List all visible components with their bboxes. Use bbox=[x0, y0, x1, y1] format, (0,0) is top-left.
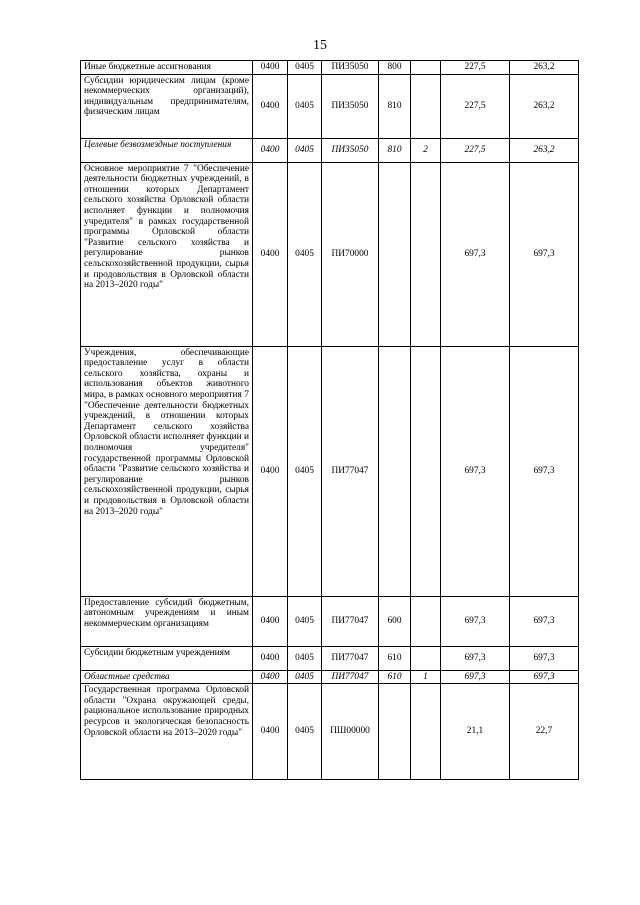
amount-first-year: 697,3 bbox=[441, 646, 510, 670]
section-code: 0400 bbox=[253, 162, 288, 346]
target-article-code: ПИ70000 bbox=[322, 162, 379, 346]
amount-second-year: 697,3 bbox=[510, 670, 579, 684]
funding-source-code bbox=[411, 346, 441, 596]
funding-source-code bbox=[411, 596, 441, 646]
table-row bbox=[81, 138, 579, 162]
funding-source-code bbox=[411, 162, 441, 346]
section-code: 0400 bbox=[253, 74, 288, 138]
funding-source-code bbox=[411, 646, 441, 670]
amount-second-year: 697,3 bbox=[510, 596, 579, 646]
expense-type-code: 810 bbox=[379, 74, 411, 138]
subsection-code: 0405 bbox=[288, 646, 322, 670]
expense-type-code: 800 bbox=[379, 61, 411, 75]
target-article-code: ПШ00000 bbox=[322, 684, 379, 780]
section-code: 0400 bbox=[253, 670, 288, 684]
table-row bbox=[81, 346, 579, 596]
amount-second-year: 263,2 bbox=[510, 61, 579, 75]
funding-source-code bbox=[411, 74, 441, 138]
target-article-code: ПИ77047 bbox=[322, 646, 379, 670]
amount-first-year: 227,5 bbox=[441, 138, 510, 162]
row-name: Областные средства bbox=[81, 670, 253, 684]
section-code: 0400 bbox=[253, 138, 288, 162]
table-row bbox=[81, 61, 579, 75]
section-code: 0400 bbox=[253, 346, 288, 596]
budget-table bbox=[80, 60, 579, 780]
row-name: Учреждения, обеспечивающие предоставление услуг в области сельского хозяйства, охраны и использования объектов животного мира, в рамках основного мероприятия 7 "Обеспечение деятельности бюджетных учреждений, в отношении которых Департамент сельского хозяйства Орловской области исполняет функции и полномочия учредителя" государственной программы Орловской области "Развитие сельского хозяйства и регулирование рынков сельскохозяйственной продукции, сырья и продовольствия в Орловской области на 2013–2020 годы" bbox=[81, 346, 253, 596]
subsection-code: 0405 bbox=[288, 162, 322, 346]
row-name: Предоставление субсидий бюджетным, автономным учреждениям и иным некоммерческим организациям bbox=[81, 596, 253, 646]
row-name: Основное мероприятие 7 "Обеспечение деятельности бюджетных учреждений, в отношении которых Департамент сельского хозяйства Орловской области исполняет функции и полномочия учредителя" в рамках государственной программы Орловской области "Развитие сельского хозяйства и регулирование рынков сельскохозяйственной продукции, сырья и продовольствия в Орловской области на 2013–2020 годы" bbox=[81, 162, 253, 346]
amount-second-year: 263,2 bbox=[510, 138, 579, 162]
amount-second-year: 697,3 bbox=[510, 346, 579, 596]
funding-source-code bbox=[411, 684, 441, 780]
amount-first-year: 697,3 bbox=[441, 162, 510, 346]
expense-type-code: 610 bbox=[379, 670, 411, 684]
subsection-code: 0405 bbox=[288, 61, 322, 75]
amount-first-year: 697,3 bbox=[441, 596, 510, 646]
subsection-code: 0405 bbox=[288, 670, 322, 684]
amount-second-year: 22,7 bbox=[510, 684, 579, 780]
amount-second-year: 263,2 bbox=[510, 74, 579, 138]
amount-first-year: 697,3 bbox=[441, 670, 510, 684]
expense-type-code: 810 bbox=[379, 138, 411, 162]
expense-type-code bbox=[379, 684, 411, 780]
row-name: Субсидии бюджетным учреждениям bbox=[81, 646, 253, 670]
target-article-code: ПИ77047 bbox=[322, 670, 379, 684]
amount-second-year: 697,3 bbox=[510, 646, 579, 670]
table-row bbox=[81, 684, 579, 780]
target-article-code: ПИ77047 bbox=[322, 346, 379, 596]
table-row bbox=[81, 596, 579, 646]
amount-first-year: 697,3 bbox=[441, 346, 510, 596]
row-name: Субсидии юридическим лицам (кроме некоммерческих организаций), индивидуальным предпринимателям, физическим лицам bbox=[81, 74, 253, 138]
amount-first-year: 227,5 bbox=[441, 61, 510, 75]
funding-source-code: 1 bbox=[411, 670, 441, 684]
section-code: 0400 bbox=[253, 596, 288, 646]
subsection-code: 0405 bbox=[288, 138, 322, 162]
subsection-code: 0405 bbox=[288, 74, 322, 138]
table-row bbox=[81, 74, 579, 138]
amount-second-year: 697,3 bbox=[510, 162, 579, 346]
expense-type-code bbox=[379, 346, 411, 596]
row-name: Государственная программа Орловской области "Охрана окружающей среды, рациональное использование природных ресурсов и экологическая безопасность Орловской области на 2013–2020 годы" bbox=[81, 684, 253, 780]
row-name: Целевые безвозмездные поступления bbox=[81, 138, 253, 162]
expense-type-code: 610 bbox=[379, 646, 411, 670]
amount-first-year: 227,5 bbox=[441, 74, 510, 138]
funding-source-code: 2 bbox=[411, 138, 441, 162]
expense-type-code: 600 bbox=[379, 596, 411, 646]
section-code: 0400 bbox=[253, 61, 288, 75]
amount-first-year: 21,1 bbox=[441, 684, 510, 780]
section-code: 0400 bbox=[253, 646, 288, 670]
target-article-code: ПИ35050 bbox=[322, 138, 379, 162]
target-article-code: ПИ77047 bbox=[322, 596, 379, 646]
table-row bbox=[81, 646, 579, 670]
section-code: 0400 bbox=[253, 684, 288, 780]
row-name: Иные бюджетные ассигнования bbox=[81, 61, 253, 75]
funding-source-code bbox=[411, 61, 441, 75]
subsection-code: 0405 bbox=[288, 346, 322, 596]
table-row bbox=[81, 162, 579, 346]
subsection-code: 0405 bbox=[288, 684, 322, 780]
expense-type-code bbox=[379, 162, 411, 346]
page-number: 15 bbox=[313, 38, 327, 53]
table-row bbox=[81, 670, 579, 684]
target-article-code: ПИ35050 bbox=[322, 61, 379, 75]
subsection-code: 0405 bbox=[288, 596, 322, 646]
target-article-code: ПИ35050 bbox=[322, 74, 379, 138]
